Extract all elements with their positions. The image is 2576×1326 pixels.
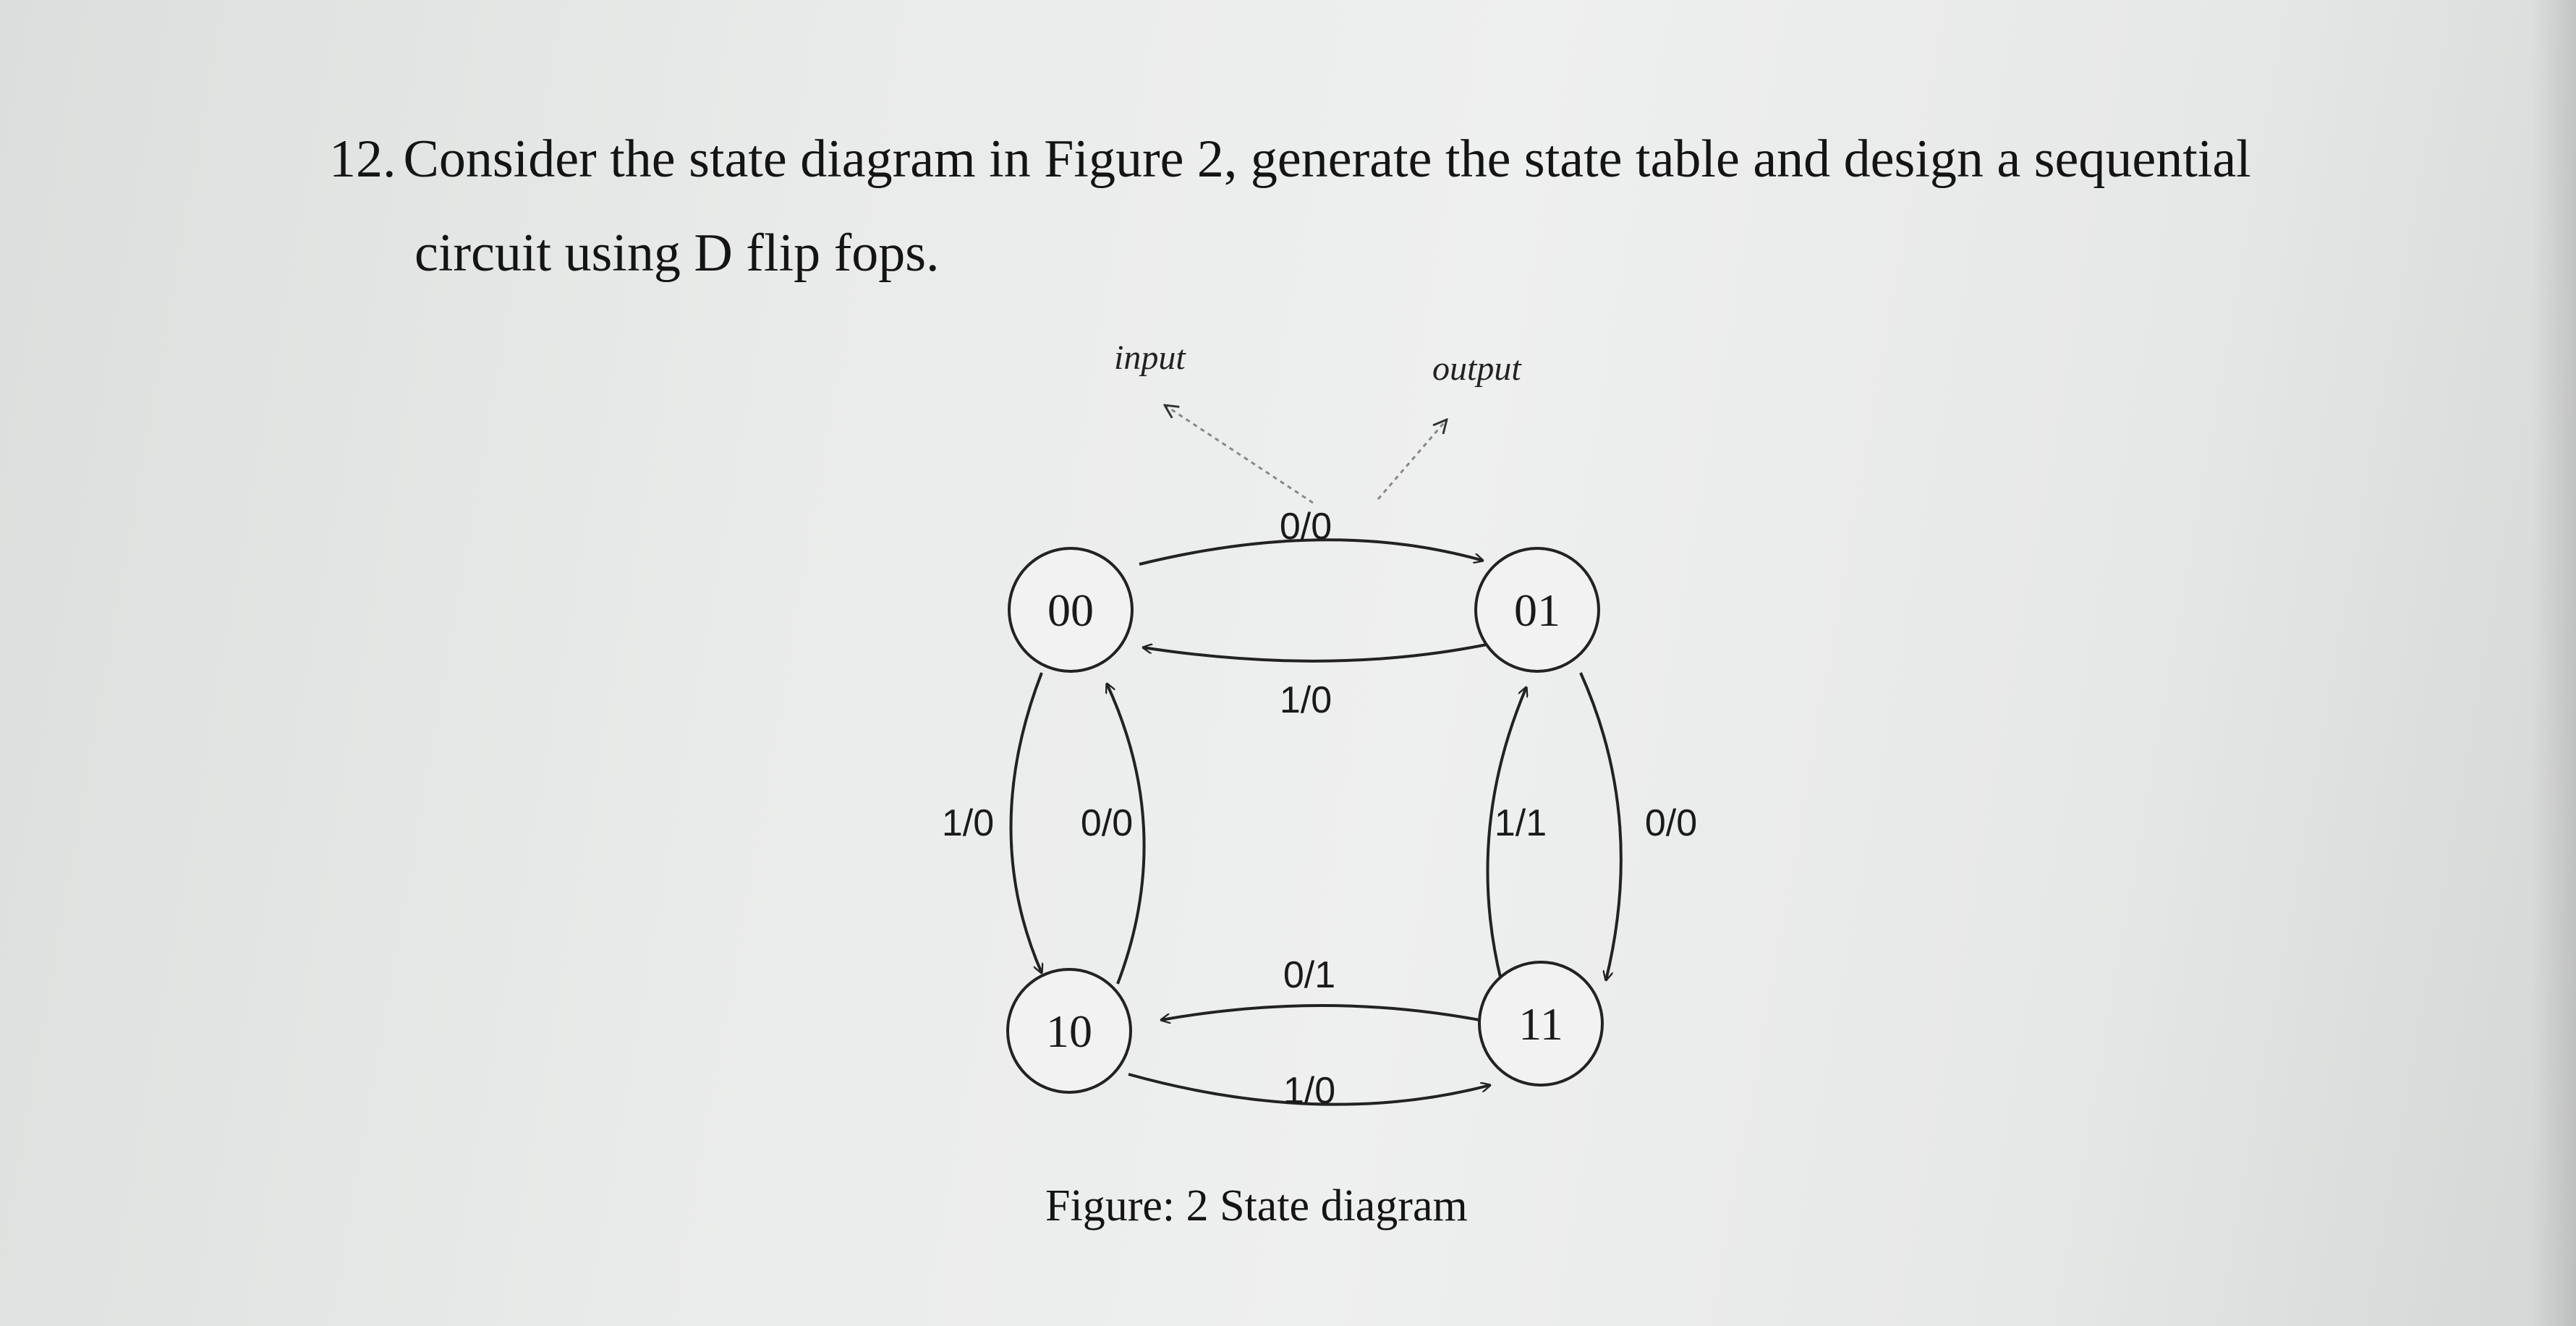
- question-number: 12.: [329, 129, 396, 189]
- question-line-1: Consider the state diagram in Figure 2, generate the state table and design a sequential: [403, 129, 2251, 189]
- label-01-to-11: 0/0: [1644, 802, 1698, 844]
- label-10-to-11: 1/0: [1283, 1070, 1336, 1112]
- label-00-to-10: 1/0: [941, 802, 995, 844]
- state-10-label: 10: [1046, 1006, 1092, 1057]
- state-00: [1009, 548, 1132, 671]
- edge-00-to-10: [1011, 673, 1042, 973]
- state-00-label: 00: [1047, 585, 1094, 636]
- label-11-to-01: 1/1: [1494, 802, 1547, 844]
- label-11-to-10: 0/1: [1283, 954, 1336, 996]
- state-01: [1476, 548, 1599, 671]
- figure-caption: Figure: 2 State diagram: [1045, 1181, 1468, 1231]
- state-10: [1008, 969, 1131, 1092]
- label-10-to-00: 0/0: [1080, 802, 1134, 844]
- label-00-to-01: 0/0: [1279, 506, 1332, 548]
- label-01-to-00: 1/0: [1279, 679, 1332, 721]
- question-line-2: circuit using D flip fops.: [415, 224, 940, 283]
- edge-01-to-11: [1581, 673, 1621, 980]
- state-11-label: 11: [1518, 998, 1563, 1050]
- legend-input-label: input: [1114, 339, 1186, 377]
- state-11: [1479, 962, 1602, 1085]
- legend-output-label: output: [1432, 349, 1521, 388]
- edge-01-to-00: [1143, 644, 1490, 661]
- legend-output-pointer: [1378, 420, 1447, 499]
- edge-11-to-10: [1161, 1006, 1479, 1020]
- legend-input-pointer: [1165, 405, 1313, 503]
- state-01-label: 01: [1514, 585, 1560, 636]
